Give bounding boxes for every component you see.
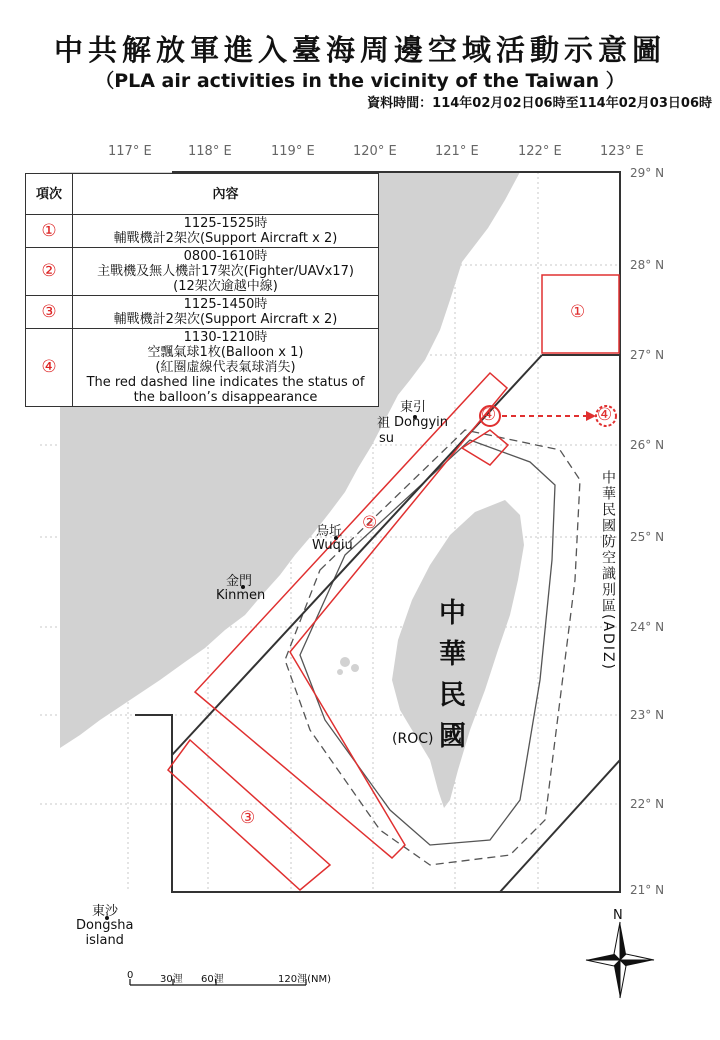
legend-line: 輔戰機計2架次(Support Aircraft x 2) xyxy=(113,312,338,327)
north-label: N xyxy=(613,908,623,923)
latitude-label: 23° N xyxy=(630,708,665,722)
dongsha-label-zh: 東沙 xyxy=(92,904,119,919)
scale-label: 120浬(NM) xyxy=(278,974,331,985)
legend-row-content xyxy=(73,215,379,248)
balloon-end-label: ④ xyxy=(597,405,613,425)
zone-2-label: ② xyxy=(362,513,378,533)
latitude-label: 21° N xyxy=(630,883,665,897)
map-title: 中共解放軍進入臺海周邊空域活動示意圖 xyxy=(53,33,666,67)
longitude-label: 121° E xyxy=(435,144,479,159)
longitude-label: 118° E xyxy=(188,144,232,159)
legend-row xyxy=(26,215,379,248)
legend-line: (12架次逾越中線) xyxy=(173,279,278,294)
roc-label-zh: 中華民國 xyxy=(434,598,465,762)
dongyin-label-zh: 東引 xyxy=(400,400,427,415)
balloon-start-label: ④ xyxy=(481,405,497,425)
longitude-label: 119° E xyxy=(271,144,315,159)
latitude-label: 28° N xyxy=(630,258,665,272)
legend-line: 空飄氣球1枚(Balloon x 1) xyxy=(147,345,304,360)
dongsha-label-en: Dongsha island xyxy=(76,918,134,948)
compass-rose xyxy=(586,922,654,998)
legend-row-number: ③ xyxy=(26,296,73,329)
activity-legend-table xyxy=(25,173,379,407)
adiz-label: 中華民國防空識別區(ADIZ) xyxy=(600,470,616,672)
latitude-label: 22° N xyxy=(630,797,665,811)
latitude-label: 29° N xyxy=(630,166,665,180)
legend-line: 1130-1210時 xyxy=(183,330,268,345)
wuqiu-label-zh: 烏坵 xyxy=(316,524,343,539)
legend-line: the balloon’s disappearance xyxy=(133,390,318,405)
dongyin-label-en: Dongyin xyxy=(394,415,448,430)
legend-header-content: 內容 xyxy=(73,174,379,215)
kinmen-label-zh: 金門 xyxy=(226,574,253,589)
zone-1-label: ① xyxy=(570,302,586,322)
legend-row-content xyxy=(73,248,379,296)
roc-label-en: (ROC) xyxy=(392,731,434,747)
latitude-label: 27° N xyxy=(630,348,665,362)
penghu-islands xyxy=(337,657,359,675)
matsu-label-zh: 祖 xyxy=(377,416,391,431)
legend-row xyxy=(26,248,379,296)
zone-3-label: ③ xyxy=(240,808,256,828)
legend-row xyxy=(26,296,379,329)
legend-line: 0800-1610時 xyxy=(183,249,268,264)
legend-line: (紅圈虛線代表氣球消失) xyxy=(155,360,296,375)
legend-row-number: ② xyxy=(26,248,73,296)
legend-line: The red dashed line indicates the status of xyxy=(86,375,365,390)
legend-line: 1125-1450時 xyxy=(183,297,268,312)
latitude-label: 24° N xyxy=(630,620,665,634)
legend-row-number: ④ xyxy=(26,329,73,407)
data-time-range: 資料時間：114年02月02日06時至114年02月03日06時 xyxy=(367,96,712,111)
legend-header-no: 項次 xyxy=(26,174,73,215)
legend-row-number: ① xyxy=(26,215,73,248)
scale-label: 0 xyxy=(127,970,134,981)
latitude-label: 26° N xyxy=(630,438,665,452)
longitude-label: 122° E xyxy=(518,144,562,159)
legend-row-content xyxy=(73,329,379,407)
longitude-label: 123° E xyxy=(600,144,644,159)
map-subtitle: （PLA air activities in the vicinity of the Taiwan ） xyxy=(95,70,625,92)
longitude-label: 117° E xyxy=(108,144,152,159)
legend-row xyxy=(26,329,379,407)
legend-line: 主戰機及無人機計17架次(Fighter/UAVx17) xyxy=(97,264,354,279)
longitude-label: 120° E xyxy=(353,144,397,159)
kinmen-label-en: Kinmen xyxy=(216,588,266,603)
latitude-label: 25° N xyxy=(630,530,665,544)
adiz-corner-line xyxy=(500,760,620,892)
legend-line: 輔戰機計2架次(Support Aircraft x 2) xyxy=(113,231,338,246)
legend-row-content xyxy=(73,296,379,329)
legend-line: 1125-1525時 xyxy=(183,216,268,231)
scale-label: 30浬 xyxy=(160,974,183,985)
matsu-label-en: su xyxy=(379,431,395,446)
scale-label: 60浬 xyxy=(201,974,224,985)
balloon-track-arrowhead xyxy=(586,411,596,421)
wuqiu-label-en: Wuqiu xyxy=(312,538,353,553)
